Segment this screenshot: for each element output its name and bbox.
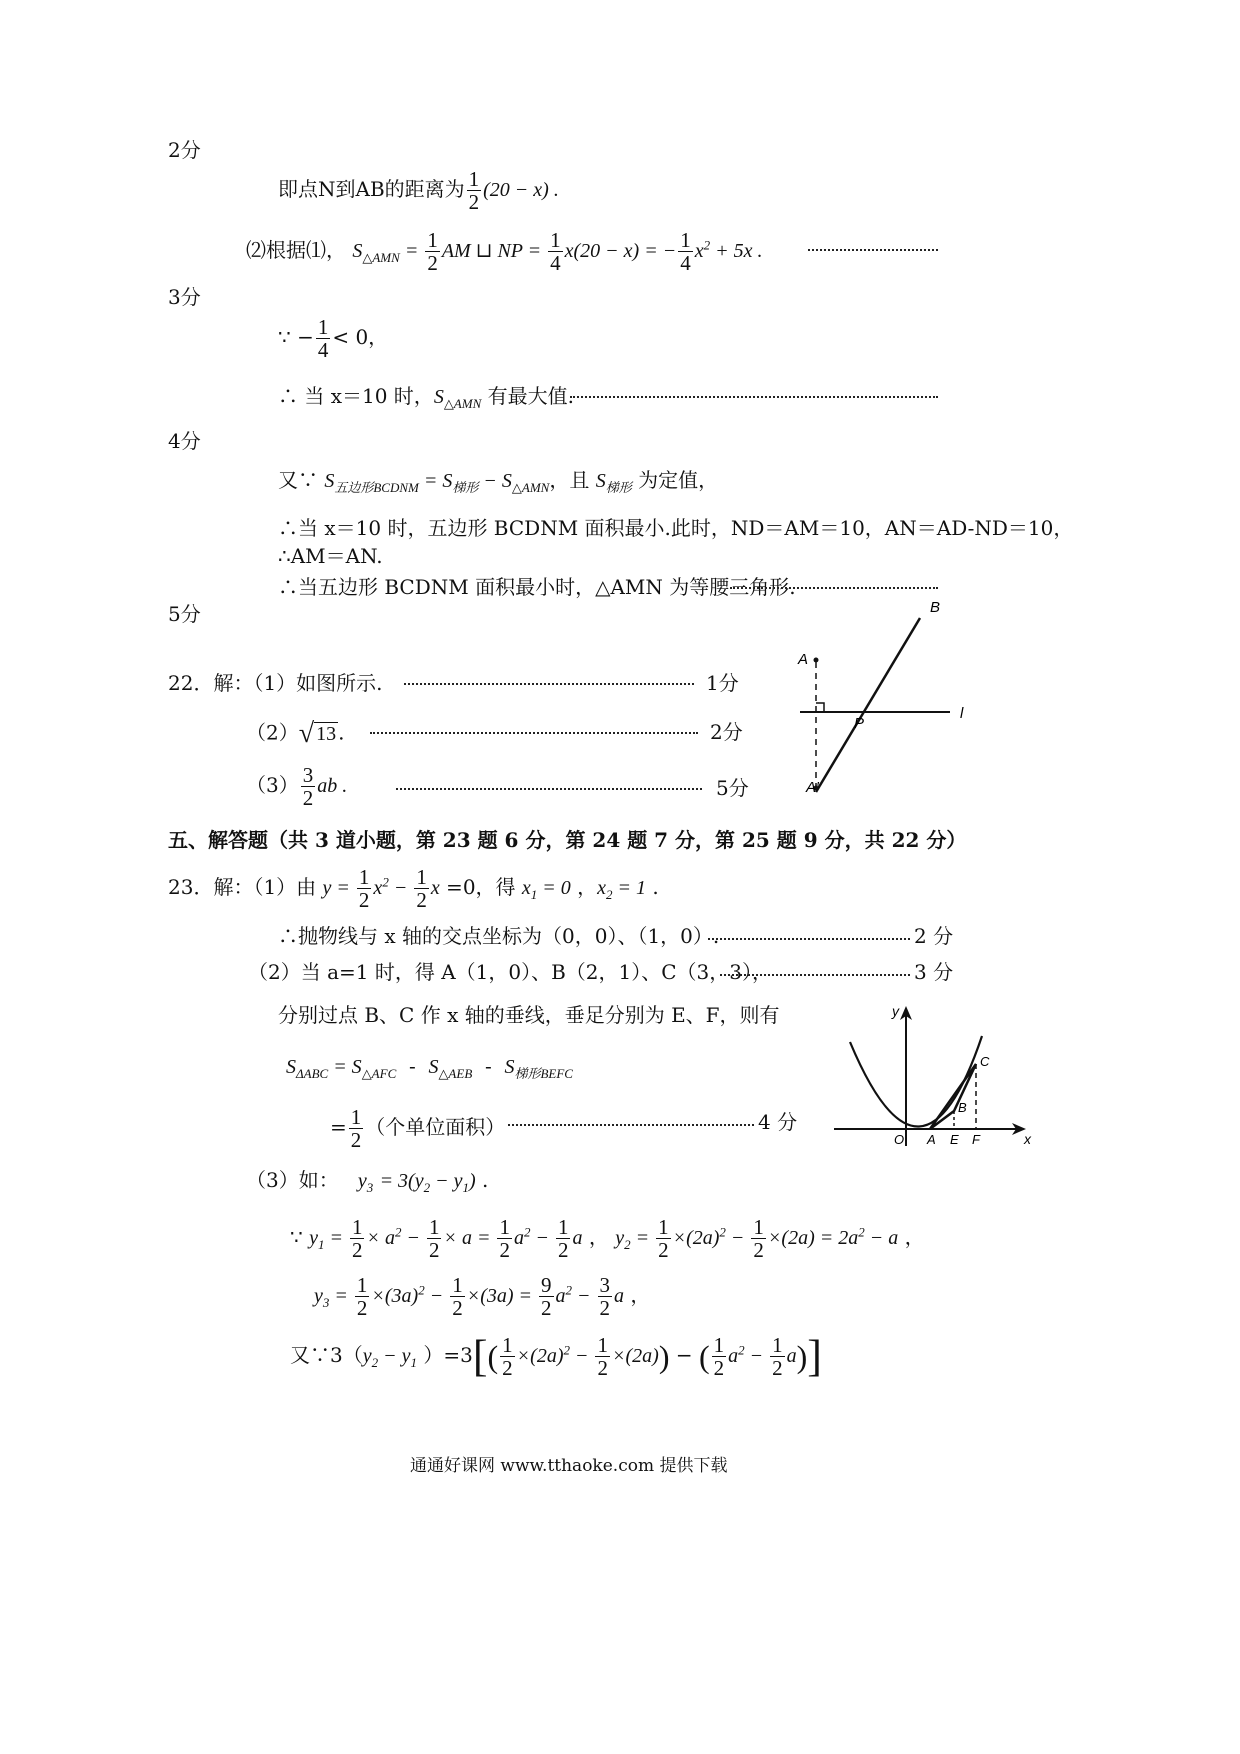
leader-dots xyxy=(708,938,910,940)
score-2: 2分 xyxy=(168,138,201,162)
leader-dots xyxy=(730,587,938,589)
label-x: x xyxy=(1024,1131,1031,1147)
point-a xyxy=(814,658,819,663)
q23-y3: $y_3$ = $\frac{1}{2}$ $\times(3a)^2$ − $\frac{1}{2}$ ×(3a) = $\frac{9}{2}$ $a^2$ − $\frac{3}{2}$ a ， xyxy=(314,1273,651,1321)
label-l: l xyxy=(960,705,964,722)
label-a-prime: A′ xyxy=(806,779,819,796)
n-distance-line: 即点N到AB的距离为 $\frac{1}{2}$ (20 − x) . xyxy=(278,167,559,215)
q22-part2-score: 2分 xyxy=(710,720,743,744)
label-p: P xyxy=(854,715,865,732)
q23-area-score: 4 分 xyxy=(758,1110,798,1134)
because-line: ∵ − $\frac{1}{4}$ < 0， xyxy=(278,315,389,363)
score-4: 4分 xyxy=(168,429,201,453)
q23-part2: （2）当 a=1 时，得 A（1，0）、B（2，1）、C（3，3）， xyxy=(248,960,772,984)
leader-dots xyxy=(404,683,694,685)
min-area-line: ∴当 x＝10 时，五边形 BCDNM 面积最小.此时，ND＝AM＝10，AN＝AD-ND＝10， xyxy=(278,516,1074,540)
leader-dots xyxy=(570,396,938,398)
q22-part3: （3） $\frac{3}{2}$ ab . xyxy=(246,763,348,811)
q23-part2-score: 3 分 xyxy=(914,960,954,984)
label-a: A xyxy=(798,651,809,668)
segment-pb xyxy=(816,618,920,792)
score-3: 3分 xyxy=(168,285,201,309)
pentagon-area-line: 又∵ $S_{五边形BCDNM} = S_{梯形} - S_{\triangle AMN}$，且 $S_{梯形}$ 为定值， xyxy=(278,468,719,495)
label-b: B xyxy=(930,599,941,616)
max-value-line: ∴ 当 x＝10 时，$S_{\triangle AMN}$ 有最大值. xyxy=(278,384,574,411)
label-a: A xyxy=(927,1132,936,1147)
area-formula-line: ⑵根据⑴， $S_{\triangle AMN}$ = $\frac{1}{2}$ AM ⊔ NP = $\frac{1}{4}$ x(20 − x) = − $\frac{1}{4}$ $x^2 + 5x$ . xyxy=(246,228,763,276)
label-c: C xyxy=(980,1054,990,1069)
right-angle-mark xyxy=(816,703,824,712)
reflection-diagram xyxy=(780,590,980,800)
q22-part1: 22．解：（1）如图所示. xyxy=(168,671,383,695)
isosceles-line: ∴当五边形 BCDNM 面积最小时，△AMN 为等腰三角形. xyxy=(278,575,796,599)
triangle-abc xyxy=(930,1064,976,1129)
leader-dots xyxy=(808,249,938,251)
footer-text: 通通好课网 www.tthaoke.com 提供下载 xyxy=(410,1456,728,1476)
label-e: E xyxy=(950,1132,959,1147)
q22-part3-score: 5分 xyxy=(716,776,749,800)
q23-area-result: = $\frac{1}{2}$ （个单位面积） xyxy=(330,1105,506,1153)
parabola-diagram xyxy=(826,1000,1036,1150)
score-5: 5分 xyxy=(168,602,201,626)
leader-dots xyxy=(508,1124,754,1126)
label-f: F xyxy=(972,1132,980,1147)
q23-y1-y2: ∵ $y_1$ = $\frac{1}{2}$ × $a^2$ − $\frac{1}{2}$ × a = $\frac{1}{2}$ $a^2$ − $\frac{1}{2}$ a ， $y_2$ = $\frac{1}{2}$ $\times(2a)^2$ − $\frac{1}{2}$ $\times(2a) = 2a^2 - a$ ， xyxy=(290,1215,925,1263)
label-o: O xyxy=(894,1132,905,1147)
q23-axis-score: 2 分 xyxy=(914,924,954,948)
q23-axis-points: ∴抛物线与 x 轴的交点坐标为（0，0）、（1，0）. xyxy=(278,924,720,948)
q22-part2: （2）√ 13 . xyxy=(246,718,345,749)
leader-dots xyxy=(720,974,910,976)
q23-perpendiculars: 分别过点 B、C 作 x 轴的垂线，垂足分别为 E、F，则有 xyxy=(278,1003,780,1027)
section-heading: 五、解答题（共 3 道小题，第 23 题 6 分，第 24 题 7 分，第 25 题 9 分，共 22 分） xyxy=(168,828,967,852)
q23-area-eq: $S_{\Delta ABC} = S_{\triangle AFC} - S_{\triangle AEB} - S_{梯形BEFC}$ xyxy=(286,1054,573,1081)
q23-part3: （3）如： $y_3 = 3(y_2 - y_1)$ . xyxy=(246,1168,489,1195)
leader-dots xyxy=(396,788,702,790)
q23-part1: 23．解：（1）由 y = $\frac{1}{2}$ $x^2$ − $\frac{1}{2}$ x =0，得 $x_1 = 0$ ，$x_2 = 1$ . xyxy=(168,865,659,913)
leader-dots xyxy=(370,732,698,734)
label-b: B xyxy=(958,1100,967,1115)
am-an-line: ∴AM＝AN. xyxy=(278,544,383,568)
label-y: y xyxy=(892,1003,899,1019)
q22-part1-score: 1分 xyxy=(706,671,739,695)
q23-again: 又$\because 3(y_2 - y_1$ ）=3[( $\frac{1}{2}$ $\times(2a)^2$ − $\frac{1}{2}$ ×(2a)) − ( $\frac{1}{2}$ $a^2$ − $\frac{1}{2}$ a)] xyxy=(290,1331,822,1381)
